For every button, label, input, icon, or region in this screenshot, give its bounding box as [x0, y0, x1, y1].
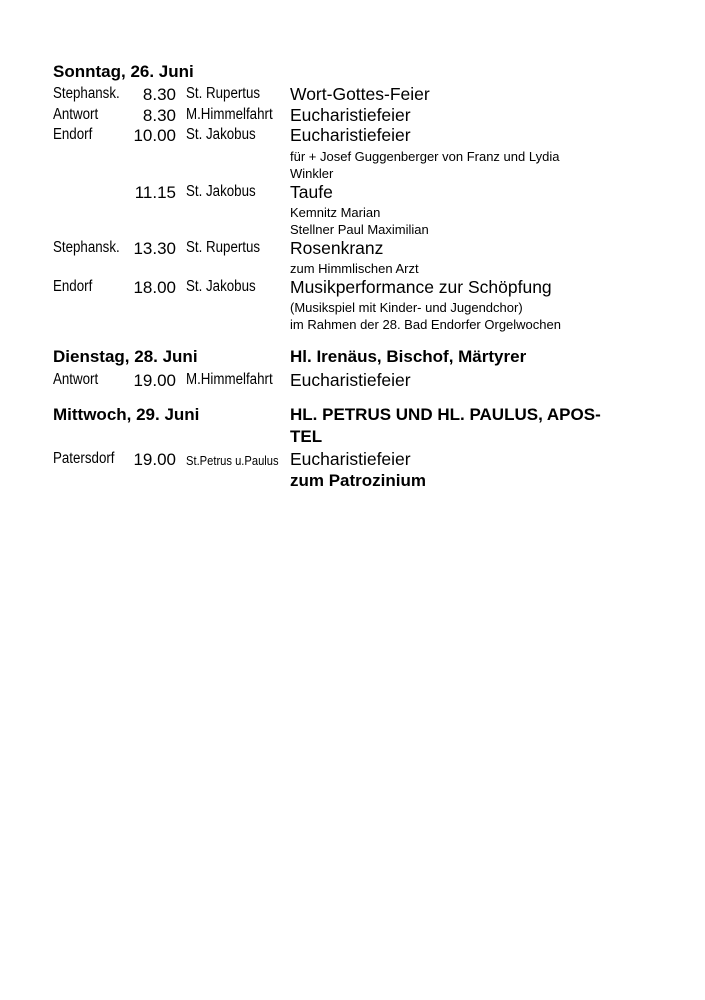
service-note: (Musikspiel mit Kinder- und Jugendchor) — [290, 300, 523, 315]
location: Patersdorf — [53, 450, 115, 467]
service-note: zum Himmlischen Arzt — [290, 261, 419, 276]
feast-title: HL. PETRUS UND HL. PAULUS, APOS- — [290, 405, 601, 424]
location: Stephansk. — [53, 239, 120, 256]
church: M.Himmelfahrt — [186, 371, 273, 388]
church: St. Rupertus — [186, 85, 261, 102]
service-note: Stellner Paul Maximilian — [290, 222, 429, 237]
time: 8.30 — [142, 106, 176, 125]
location: Antwort — [53, 371, 99, 388]
church: St. Jakobus — [186, 126, 256, 143]
church: St. Jakobus — [186, 278, 256, 295]
service-title: Rosenkranz — [290, 238, 384, 258]
location: Stephansk. — [53, 85, 120, 102]
location: Endorf — [53, 126, 93, 143]
location: Endorf — [53, 278, 93, 295]
service-title: Eucharistiefeier — [290, 105, 411, 125]
church: M.Himmelfahrt — [186, 106, 273, 123]
feast-title: Hl. Irenäus, Bischof, Märtyrer — [290, 347, 527, 366]
day-heading: Mittwoch, 29. Juni — [53, 405, 200, 424]
location: Antwort — [53, 106, 99, 123]
time: 19.00 — [133, 450, 176, 469]
service-note: für + Josef Guggenberger von Franz und Lydia — [290, 149, 560, 164]
day-heading: Sonntag, 26. Juni — [53, 62, 194, 81]
day-heading: Dienstag, 28. Juni — [53, 347, 198, 366]
time: 10.00 — [133, 126, 176, 145]
service-title: Taufe — [290, 182, 333, 202]
time: 13.30 — [133, 239, 176, 258]
service-title: Wort-Gottes-Feier — [290, 84, 430, 104]
time: 19.00 — [133, 371, 176, 390]
church: St. Rupertus — [186, 239, 261, 256]
time: 8.30 — [142, 85, 176, 104]
feast-title: TEL — [290, 427, 323, 446]
service-title: Eucharistiefeier — [290, 449, 411, 469]
church: St.Petrus u.Paulus — [186, 453, 279, 468]
time: 11.15 — [134, 183, 176, 202]
time: 18.00 — [133, 278, 176, 297]
service-title: Eucharistiefeier — [290, 125, 411, 145]
service-note: Kemnitz Marian — [290, 205, 381, 220]
service-title: Musikperformance zur Schöpfung — [290, 277, 552, 297]
service-subtitle: zum Patrozinium — [290, 471, 427, 490]
church: St. Jakobus — [186, 183, 256, 200]
service-title: Eucharistiefeier — [290, 370, 411, 390]
service-note: Winkler — [290, 166, 334, 181]
service-note: im Rahmen der 28. Bad Endorfer Orgelwochen — [290, 317, 561, 332]
